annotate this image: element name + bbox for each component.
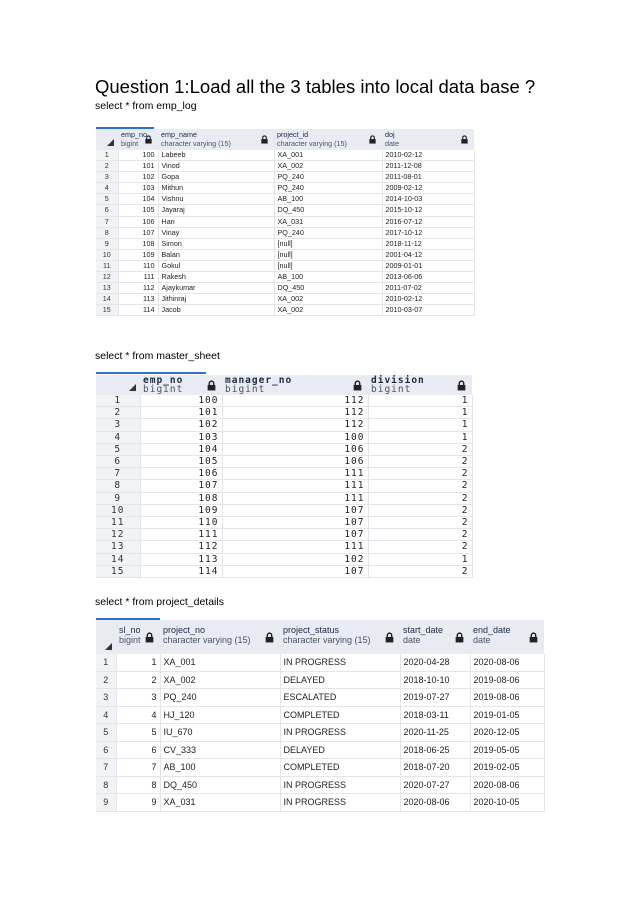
table-row[interactable]: [96, 541, 472, 553]
select-all-triangle-icon: [107, 139, 114, 146]
table-cell[interactable]: [null]: [274, 238, 382, 249]
table-cell[interactable]: 2020-11-25: [400, 724, 470, 742]
table-cell[interactable]: 2020-10-05: [470, 794, 544, 812]
row-number[interactable]: 1: [96, 395, 140, 407]
table-cell[interactable]: 105: [140, 456, 222, 468]
lock-icon: [368, 135, 377, 144]
table-cell[interactable]: IU_670: [160, 724, 280, 742]
table-cell[interactable]: 2015-10-12: [382, 205, 474, 216]
master-sheet-table[interactable]: [96, 375, 473, 578]
row-number[interactable]: 9: [96, 794, 116, 812]
table-cell[interactable]: Ajaykumar: [158, 283, 274, 294]
table-row[interactable]: [96, 150, 474, 161]
row-number[interactable]: 6: [96, 741, 116, 759]
table-cell[interactable]: 107: [222, 504, 368, 516]
table-cell[interactable]: DELAYED: [280, 671, 400, 689]
column-type: bigint: [225, 384, 266, 395]
table-row[interactable]: [96, 305, 474, 316]
table-cell[interactable]: 2: [368, 480, 472, 492]
table-cell[interactable]: IN PROGRESS: [280, 794, 400, 812]
table-cell[interactable]: 106: [222, 443, 368, 455]
row-number[interactable]: 3: [96, 172, 118, 183]
column-name: manager_no: [225, 375, 293, 386]
table-cell[interactable]: Gopa: [158, 172, 274, 183]
table-cell[interactable]: Jithinraj: [158, 294, 274, 305]
column-header[interactable]: [274, 129, 382, 150]
row-number[interactable]: 1: [96, 150, 118, 161]
table-cell[interactable]: 1: [368, 553, 472, 565]
table-row[interactable]: [96, 238, 474, 249]
table-row[interactable]: [96, 456, 472, 468]
table-cell[interactable]: 111: [222, 541, 368, 553]
table-cell[interactable]: 106: [222, 456, 368, 468]
table-cell[interactable]: 2020-08-06: [470, 776, 544, 794]
column-name: emp_name: [161, 130, 197, 139]
table-cell[interactable]: 1: [368, 431, 472, 443]
column-type: character varying (15): [277, 139, 347, 148]
table-cell[interactable]: 2020-08-06: [470, 654, 544, 671]
table-cell[interactable]: 2: [368, 541, 472, 553]
table-cell[interactable]: COMPLETED: [280, 759, 400, 777]
table-cell[interactable]: Jacob: [158, 305, 274, 316]
emp-log-table[interactable]: [96, 129, 475, 316]
table-cell[interactable]: 4: [116, 706, 160, 724]
table-row[interactable]: [96, 529, 472, 541]
lock-icon: [454, 632, 465, 643]
table-row[interactable]: [96, 294, 474, 305]
column-type: date: [385, 139, 399, 148]
table-cell[interactable]: 109: [118, 249, 158, 260]
table-cell[interactable]: 2018-11-12: [382, 238, 474, 249]
table-cell[interactable]: AB_100: [160, 759, 280, 777]
table-cell[interactable]: 108: [140, 492, 222, 504]
table-cell[interactable]: IN PROGRESS: [280, 724, 400, 742]
row-number[interactable]: 6: [96, 205, 118, 216]
row-number[interactable]: 2: [96, 161, 118, 172]
row-number[interactable]: 7: [96, 468, 140, 480]
row-number[interactable]: 13: [96, 541, 140, 553]
table-cell[interactable]: 111: [140, 529, 222, 541]
select-all-corner[interactable]: [96, 129, 118, 150]
row-number[interactable]: 15: [96, 305, 118, 316]
column-type: bigint: [121, 139, 139, 148]
lock-icon: [144, 632, 155, 643]
table-cell[interactable]: 107: [140, 480, 222, 492]
table-cell[interactable]: 101: [140, 407, 222, 419]
lock-icon: [528, 632, 539, 643]
table-cell[interactable]: Gokul: [158, 260, 274, 271]
column-type: bigint: [119, 635, 141, 645]
row-number[interactable]: 14: [96, 553, 140, 565]
table-cell[interactable]: 2: [368, 517, 472, 529]
table-cell[interactable]: 2: [368, 492, 472, 504]
table-cell[interactable]: 102: [222, 553, 368, 565]
column-type: character varying (15): [161, 139, 231, 148]
table-cell[interactable]: 2011-08-01: [382, 172, 474, 183]
table-cell[interactable]: 2016-07-12: [382, 216, 474, 227]
column-name: project_no: [163, 625, 206, 635]
row-number[interactable]: 2: [96, 407, 140, 419]
table-cell[interactable]: 2018-10-10: [400, 671, 470, 689]
table-cell[interactable]: 100: [118, 150, 158, 161]
row-number[interactable]: 9: [96, 238, 118, 249]
table-cell[interactable]: 113: [118, 294, 158, 305]
table-cell[interactable]: Jayaraj: [158, 205, 274, 216]
table-cell[interactable]: 104: [140, 443, 222, 455]
table-cell[interactable]: 2: [368, 468, 472, 480]
column-type: bigint: [371, 384, 412, 395]
table-cell[interactable]: Rakesh: [158, 272, 274, 283]
table-row[interactable]: [96, 794, 544, 812]
table-cell[interactable]: XA_002: [274, 294, 382, 305]
lock-icon: [260, 135, 269, 144]
table-cell[interactable]: 111: [222, 468, 368, 480]
lock-icon: [460, 135, 469, 144]
table-cell[interactable]: HJ_120: [160, 706, 280, 724]
project-details-table[interactable]: [96, 620, 545, 812]
table-cell[interactable]: 101: [118, 161, 158, 172]
table-cell[interactable]: 2017-10-12: [382, 227, 474, 238]
table-cell[interactable]: 2: [368, 565, 472, 577]
table-cell[interactable]: 2010-02-12: [382, 294, 474, 305]
table-cell[interactable]: Vinod: [158, 161, 274, 172]
row-number[interactable]: 9: [96, 492, 140, 504]
table-cell[interactable]: 2014-10-03: [382, 194, 474, 205]
table-cell[interactable]: 107: [222, 517, 368, 529]
table-row[interactable]: [96, 654, 544, 671]
query-project-details: select * from project_details: [95, 596, 224, 608]
table-row[interactable]: [96, 553, 472, 565]
table-row[interactable]: [96, 205, 474, 216]
table-cell[interactable]: 105: [118, 205, 158, 216]
table-cell[interactable]: 2020-04-28: [400, 654, 470, 671]
table-cell[interactable]: XA_001: [274, 150, 382, 161]
row-number[interactable]: 12: [96, 272, 118, 283]
table-row[interactable]: [96, 283, 474, 294]
table-row[interactable]: [96, 689, 544, 707]
table-cell[interactable]: 111: [118, 272, 158, 283]
table-cell[interactable]: 106: [140, 468, 222, 480]
table-cell[interactable]: 7: [116, 759, 160, 777]
table-cell[interactable]: 100: [222, 431, 368, 443]
table-cell[interactable]: 1: [368, 395, 472, 407]
table-cell[interactable]: CV_333: [160, 741, 280, 759]
table-cell[interactable]: 111: [222, 480, 368, 492]
row-number[interactable]: 11: [96, 517, 140, 529]
table-cell[interactable]: 2011-12-08: [382, 161, 474, 172]
table-row[interactable]: [96, 395, 472, 407]
row-number[interactable]: 7: [96, 759, 116, 777]
table-row[interactable]: [96, 272, 474, 283]
column-type: character varying (15): [283, 635, 371, 645]
table-cell[interactable]: 108: [118, 238, 158, 249]
row-number[interactable]: 4: [96, 183, 118, 194]
table-cell[interactable]: Vishnu: [158, 194, 274, 205]
table-cell[interactable]: ESCALATED: [280, 689, 400, 707]
table-cell[interactable]: 2: [368, 529, 472, 541]
row-number[interactable]: 7: [96, 216, 118, 227]
table-row[interactable]: [96, 468, 472, 480]
table-row[interactable]: [96, 480, 472, 492]
column-header[interactable]: [400, 620, 470, 654]
column-name: division: [371, 375, 425, 386]
table-cell[interactable]: [null]: [274, 260, 382, 271]
table-row[interactable]: [96, 249, 474, 260]
row-number[interactable]: 14: [96, 294, 118, 305]
column-header[interactable]: [470, 620, 544, 654]
table-cell[interactable]: COMPLETED: [280, 706, 400, 724]
column-header[interactable]: [160, 620, 280, 654]
table-cell[interactable]: 100: [140, 395, 222, 407]
table-cell[interactable]: AB_100: [274, 194, 382, 205]
table-cell[interactable]: 8: [116, 776, 160, 794]
table-cell[interactable]: Mithun: [158, 183, 274, 194]
table-cell[interactable]: 2010-02-12: [382, 150, 474, 161]
table-cell[interactable]: 113: [140, 553, 222, 565]
row-number[interactable]: 1: [96, 654, 116, 671]
column-name: project_id: [277, 130, 309, 139]
table-cell[interactable]: 2009-01-01: [382, 260, 474, 271]
table-cell[interactable]: Simon: [158, 238, 274, 249]
row-number[interactable]: 10: [96, 504, 140, 516]
table-cell[interactable]: 114: [140, 565, 222, 577]
table-cell[interactable]: XA_031: [274, 216, 382, 227]
table-cell[interactable]: 103: [118, 183, 158, 194]
column-header[interactable]: [118, 129, 158, 150]
column-header[interactable]: [222, 375, 368, 395]
table-cell[interactable]: 2009-02-12: [382, 183, 474, 194]
table-cell[interactable]: XA_002: [274, 305, 382, 316]
table-cell[interactable]: AB_100: [274, 272, 382, 283]
column-type: character varying (15): [163, 635, 251, 645]
table-cell[interactable]: 2001-04-12: [382, 249, 474, 260]
row-number[interactable]: 8: [96, 227, 118, 238]
table-cell[interactable]: 2019-08-06: [470, 671, 544, 689]
lock-icon: [264, 632, 275, 643]
table-row[interactable]: [96, 759, 544, 777]
table-header-row: [96, 375, 472, 395]
table-cell[interactable]: 2: [368, 456, 472, 468]
table-cell[interactable]: DQ_450: [274, 205, 382, 216]
table-cell[interactable]: Labeeb: [158, 150, 274, 161]
table-cell[interactable]: Balan: [158, 249, 274, 260]
row-number[interactable]: 5: [96, 194, 118, 205]
table-cell[interactable]: DELAYED: [280, 741, 400, 759]
column-header[interactable]: [158, 129, 274, 150]
table-row[interactable]: [96, 492, 472, 504]
table-cell[interactable]: 2: [116, 671, 160, 689]
table-cell[interactable]: 109: [140, 504, 222, 516]
table-row[interactable]: [96, 227, 474, 238]
column-name: project_status: [283, 625, 340, 635]
table-cell[interactable]: 102: [140, 419, 222, 431]
table-cell[interactable]: 2018-06-25: [400, 741, 470, 759]
select-all-triangle-icon: [129, 384, 136, 391]
table-row[interactable]: [96, 776, 544, 794]
column-name: emp_no: [143, 375, 184, 386]
table-cell[interactable]: 112: [222, 395, 368, 407]
table-cell[interactable]: 6: [116, 741, 160, 759]
column-header[interactable]: [280, 620, 400, 654]
table-cell[interactable]: 2010-03-07: [382, 305, 474, 316]
table-cell[interactable]: [null]: [274, 249, 382, 260]
column-header[interactable]: [368, 375, 472, 395]
table-cell[interactable]: 114: [118, 305, 158, 316]
table-cell[interactable]: 2019-05-05: [470, 741, 544, 759]
table-row[interactable]: [96, 671, 544, 689]
lock-icon: [206, 380, 217, 391]
row-number[interactable]: 5: [96, 724, 116, 742]
table-cell[interactable]: PQ_240: [274, 183, 382, 194]
table-cell[interactable]: 2019-02-05: [470, 759, 544, 777]
column-name: sl_no: [119, 625, 141, 635]
table-cell[interactable]: DQ_450: [274, 283, 382, 294]
row-number[interactable]: 12: [96, 529, 140, 541]
table-cell[interactable]: XA_002: [274, 161, 382, 172]
table-cell[interactable]: PQ_240: [160, 689, 280, 707]
table-row[interactable]: [96, 161, 474, 172]
table-row[interactable]: [96, 407, 472, 419]
table-cell[interactable]: 107: [222, 529, 368, 541]
column-name: doj: [385, 130, 395, 139]
column-type: date: [403, 635, 421, 645]
row-number[interactable]: 4: [96, 431, 140, 443]
column-header[interactable]: [382, 129, 474, 150]
table-cell[interactable]: XA_002: [160, 671, 280, 689]
table-cell[interactable]: 2020-07-27: [400, 776, 470, 794]
table-cell[interactable]: 2019-01-05: [470, 706, 544, 724]
table-cell[interactable]: 107: [222, 565, 368, 577]
table-header-row: [96, 129, 474, 150]
column-name: start_date: [403, 625, 444, 635]
row-number[interactable]: 6: [96, 456, 140, 468]
table-row[interactable]: [96, 183, 474, 194]
row-number[interactable]: 8: [96, 480, 140, 492]
column-header[interactable]: [116, 620, 160, 654]
table-cell[interactable]: 2020-08-06: [400, 794, 470, 812]
table-cell[interactable]: 1: [368, 419, 472, 431]
table-row[interactable]: [96, 216, 474, 227]
row-number[interactable]: 3: [96, 419, 140, 431]
table-cell[interactable]: PQ_240: [274, 227, 382, 238]
table-row[interactable]: [96, 724, 544, 742]
table-cell[interactable]: 2018-07-20: [400, 759, 470, 777]
table-cell[interactable]: DQ_450: [160, 776, 280, 794]
row-number[interactable]: 3: [96, 689, 116, 707]
table-cell[interactable]: 1: [368, 407, 472, 419]
table-row[interactable]: [96, 172, 474, 183]
table-cell[interactable]: 2013-06-06: [382, 272, 474, 283]
table-cell[interactable]: IN PROGRESS: [280, 776, 400, 794]
table-cell[interactable]: 5: [116, 724, 160, 742]
table-row[interactable]: [96, 504, 472, 516]
table-cell[interactable]: 1: [116, 654, 160, 671]
table-row[interactable]: [96, 565, 472, 577]
table-header-row: [96, 620, 544, 654]
table-cell[interactable]: XA_001: [160, 654, 280, 671]
table-row[interactable]: [96, 194, 474, 205]
table-cell[interactable]: 110: [140, 517, 222, 529]
table-cell[interactable]: Vinay: [158, 227, 274, 238]
table-cell[interactable]: 107: [118, 227, 158, 238]
table-cell[interactable]: 111: [222, 492, 368, 504]
table-row[interactable]: [96, 431, 472, 443]
table-cell[interactable]: 2011-07-02: [382, 283, 474, 294]
row-number[interactable]: 13: [96, 283, 118, 294]
query-emp-log: select * from emp_log: [95, 100, 197, 112]
table-cell[interactable]: Hari: [158, 216, 274, 227]
table-cell[interactable]: 112: [140, 541, 222, 553]
table-cell[interactable]: 9: [116, 794, 160, 812]
table-row[interactable]: [96, 260, 474, 271]
row-number[interactable]: 11: [96, 260, 118, 271]
row-number[interactable]: 2: [96, 671, 116, 689]
row-number[interactable]: 5: [96, 443, 140, 455]
page-title: Question 1:Load all the 3 tables into local data base ?: [95, 76, 536, 97]
column-type: date: [473, 635, 491, 645]
table-cell[interactable]: 2020-12-05: [470, 724, 544, 742]
lock-icon: [384, 632, 395, 643]
select-all-corner[interactable]: [96, 375, 140, 395]
table-cell[interactable]: IN PROGRESS: [280, 654, 400, 671]
table-cell[interactable]: 106: [118, 216, 158, 227]
table-cell[interactable]: 3: [116, 689, 160, 707]
table-cell[interactable]: 112: [222, 419, 368, 431]
table-cell[interactable]: 102: [118, 172, 158, 183]
table-row[interactable]: [96, 706, 544, 724]
table-cell[interactable]: 104: [118, 194, 158, 205]
row-number[interactable]: 15: [96, 565, 140, 577]
column-type: bigint: [143, 384, 184, 395]
table-cell[interactable]: XA_031: [160, 794, 280, 812]
table-row[interactable]: [96, 419, 472, 431]
table-cell[interactable]: 112: [222, 407, 368, 419]
row-number[interactable]: 10: [96, 249, 118, 260]
table-cell[interactable]: 2018-03-11: [400, 706, 470, 724]
select-all-triangle-icon: [105, 643, 112, 650]
lock-icon: [456, 380, 467, 391]
column-name: emp_no: [121, 130, 147, 139]
lock-icon: [352, 380, 363, 391]
query-master-sheet: select * from master_sheet: [95, 350, 220, 362]
table-cell[interactable]: PQ_240: [274, 172, 382, 183]
column-selection-indicator: [96, 372, 206, 374]
table-cell[interactable]: 103: [140, 431, 222, 443]
table-row[interactable]: [96, 443, 472, 455]
table-cell[interactable]: 112: [118, 283, 158, 294]
table-cell[interactable]: 2019-07-27: [400, 689, 470, 707]
table-cell[interactable]: 110: [118, 260, 158, 271]
table-row[interactable]: [96, 517, 472, 529]
row-number[interactable]: 8: [96, 776, 116, 794]
row-number[interactable]: 4: [96, 706, 116, 724]
table-cell[interactable]: 2: [368, 504, 472, 516]
table-row[interactable]: [96, 741, 544, 759]
lock-icon: [144, 135, 153, 144]
select-all-corner[interactable]: [96, 620, 116, 654]
table-cell[interactable]: 2019-08-06: [470, 689, 544, 707]
table-cell[interactable]: 2: [368, 443, 472, 455]
column-header[interactable]: [140, 375, 222, 395]
column-name: end_date: [473, 625, 511, 635]
